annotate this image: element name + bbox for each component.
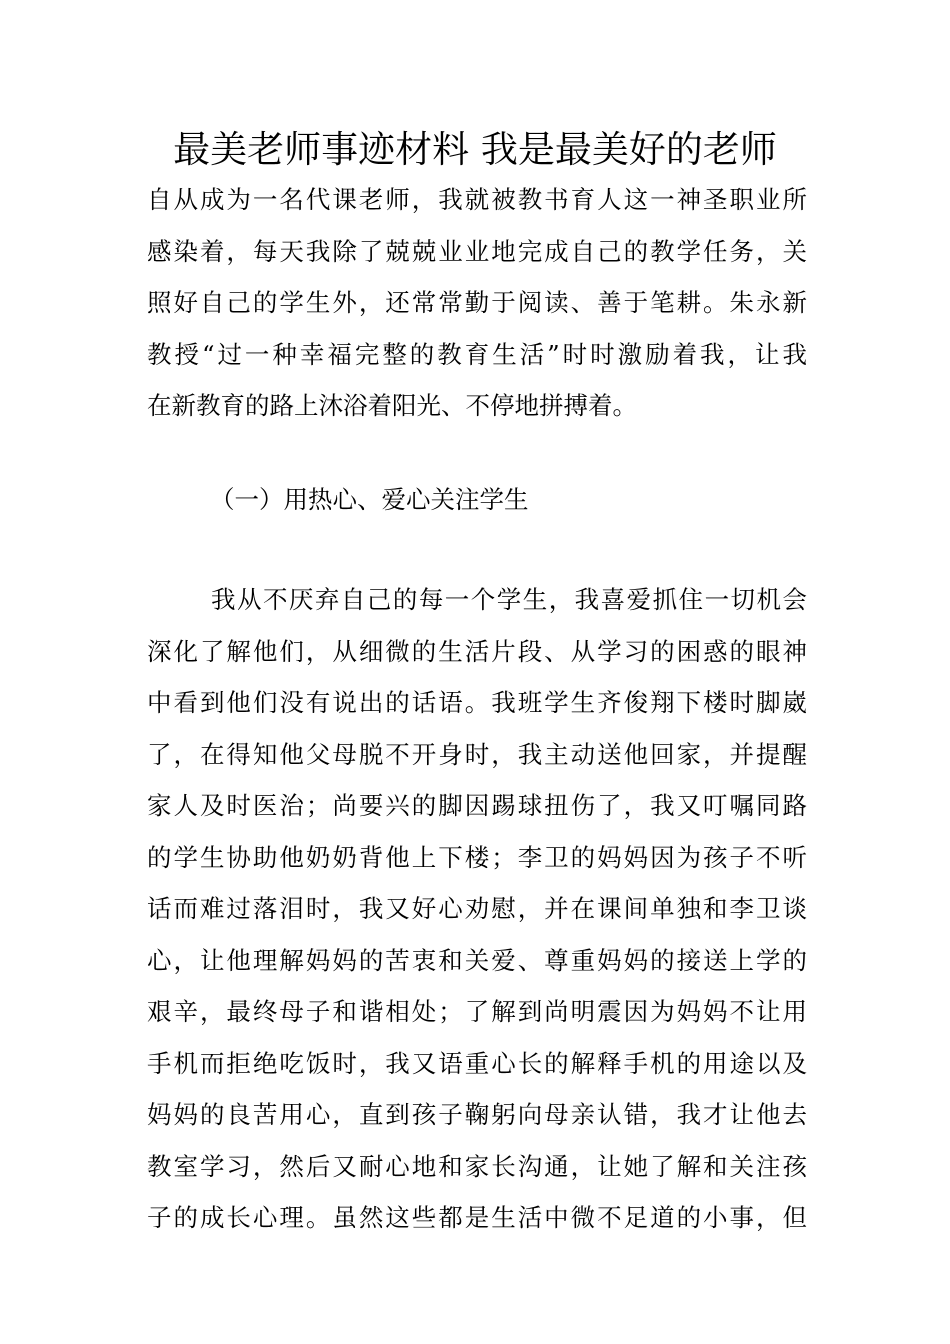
intro-line: 照好自己的学生外，还常常勤于阅读、善于笔耕。朱永新 <box>147 288 807 317</box>
intro-line: 自从成为一名代课老师，我就被教书育人这一神圣职业所 <box>147 185 807 214</box>
document-title: 最美老师事迹材料 我是最美好的老师 <box>173 128 777 171</box>
body-line: 了，在得知他父母脱不开身时，我主动送他回家，并提醒 <box>147 739 807 769</box>
body-line: 心，让他理解妈妈的苦衷和关爱、尊重妈妈的接送上学的 <box>147 945 807 975</box>
body-line: 妈妈的良苦用心，直到孩子鞠躬向母亲认错，我才让他去 <box>147 1100 807 1129</box>
body-line: 手机而拒绝吃饭时，我又语重心长的解释手机的用途以及 <box>147 1048 807 1078</box>
body-paragraph <box>147 574 807 1244</box>
body-line: 话而难过落泪时，我又好心劝慰，并在课间单独和李卫谈 <box>147 894 807 923</box>
body-line: 我从不厌弃自己的每一个学生，我喜爱抓住一切机会 <box>211 585 807 614</box>
intro-line: 教授“过一种幸福完整的教育生活”时时激励着我，让我 <box>147 339 807 369</box>
body-line: 中看到他们没有说出的话语。我班学生齐俊翔下楼时脚崴 <box>147 688 807 717</box>
body-line: 的学生协助他奶奶背他上下楼；李卫的妈妈因为孩子不听 <box>147 842 807 872</box>
body-line: 教室学习，然后又耐心地和家长沟通，让她了解和关注孩 <box>147 1151 807 1181</box>
body-line: 艰辛，最终母子和谐相处；了解到尚明震因为妈妈不让用 <box>147 997 807 1026</box>
section-heading: （一）用热心、爱心关注学生 <box>210 485 529 514</box>
body-line: 家人及时医治；尚要兴的脚因踢球扭伤了，我又叮嘱同路 <box>147 791 807 820</box>
intro-line: 感染着，每天我除了兢兢业业地完成自己的教学任务，关 <box>147 236 807 266</box>
intro-paragraph <box>147 174 807 432</box>
body-line: 深化了解他们，从细微的生活片段、从学习的困惑的眼神 <box>147 636 807 666</box>
body-line: 子的成长心理。虽然这些都是生活中微不足道的小事，但 <box>147 1203 807 1232</box>
intro-line: 在新教育的路上沐浴着阳光、不停地拼搏着。 <box>147 391 637 420</box>
